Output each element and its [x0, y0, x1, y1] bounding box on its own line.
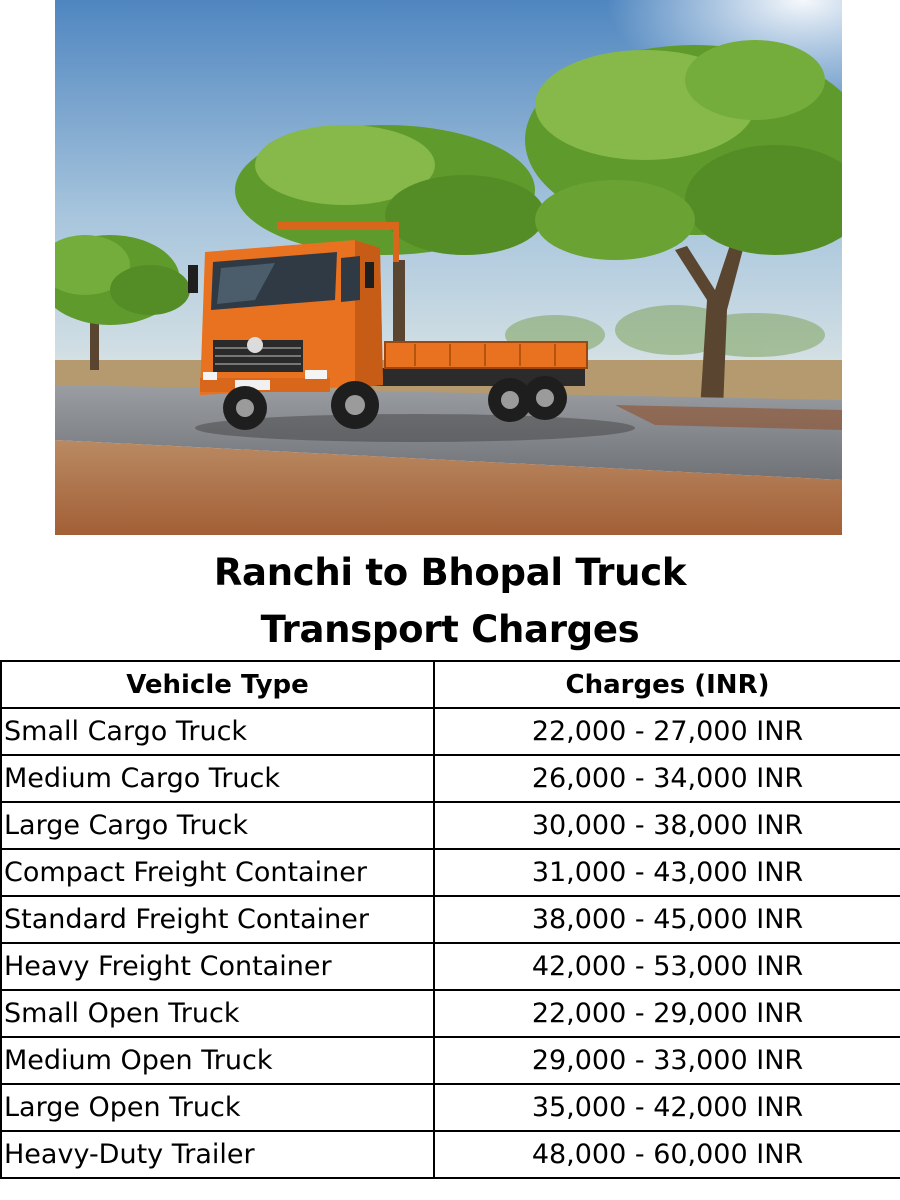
charges-cell: 38,000 - 45,000 INR: [434, 896, 900, 943]
vehicle-type-cell: Large Open Truck: [1, 1084, 434, 1131]
table-row: [1, 849, 900, 896]
vehicle-type-cell: Small Open Truck: [1, 990, 434, 1037]
header-charges: Charges (INR): [434, 661, 900, 708]
vehicle-type-cell: Large Cargo Truck: [1, 802, 434, 849]
charges-cell: 30,000 - 38,000 INR: [434, 802, 900, 849]
vehicle-type-cell: Small Cargo Truck: [1, 708, 434, 755]
charges-cell: 35,000 - 42,000 INR: [434, 1084, 900, 1131]
truck-scene-illustration: [55, 0, 842, 535]
vehicle-type-cell: Compact Freight Container: [1, 849, 434, 896]
vehicle-type-cell: Heavy Freight Container: [1, 943, 434, 990]
charges-cell: 31,000 - 43,000 INR: [434, 849, 900, 896]
table-row: [1, 990, 900, 1037]
vehicle-type-cell: Medium Cargo Truck: [1, 755, 434, 802]
table-row: [1, 896, 900, 943]
table-row: [1, 755, 900, 802]
charges-cell: 22,000 - 27,000 INR: [434, 708, 900, 755]
vehicle-type-cell: Standard Freight Container: [1, 896, 434, 943]
table-row: [1, 943, 900, 990]
vehicle-type-cell: Medium Open Truck: [1, 1037, 434, 1084]
charges-cell: 29,000 - 33,000 INR: [434, 1037, 900, 1084]
hero-truck-image: [55, 0, 842, 535]
page-title: [0, 544, 900, 658]
table-row: [1, 802, 900, 849]
table-row: [1, 1084, 900, 1131]
charges-cell: 22,000 - 29,000 INR: [434, 990, 900, 1037]
vehicle-type-cell: Heavy-Duty Trailer: [1, 1131, 434, 1178]
page-title-line-2: Transport Charges: [260, 608, 640, 651]
charges-cell: 26,000 - 34,000 INR: [434, 755, 900, 802]
page-title-line-1: Ranchi to Bhopal Truck: [213, 551, 687, 594]
table-row: [1, 1131, 900, 1178]
table-header-row: [1, 661, 900, 708]
transport-charges-table: [0, 660, 900, 1179]
charges-cell: 42,000 - 53,000 INR: [434, 943, 900, 990]
table-row: [1, 708, 900, 755]
charges-cell: 48,000 - 60,000 INR: [434, 1131, 900, 1178]
header-vehicle-type: Vehicle Type: [1, 661, 434, 708]
table-row: [1, 1037, 900, 1084]
